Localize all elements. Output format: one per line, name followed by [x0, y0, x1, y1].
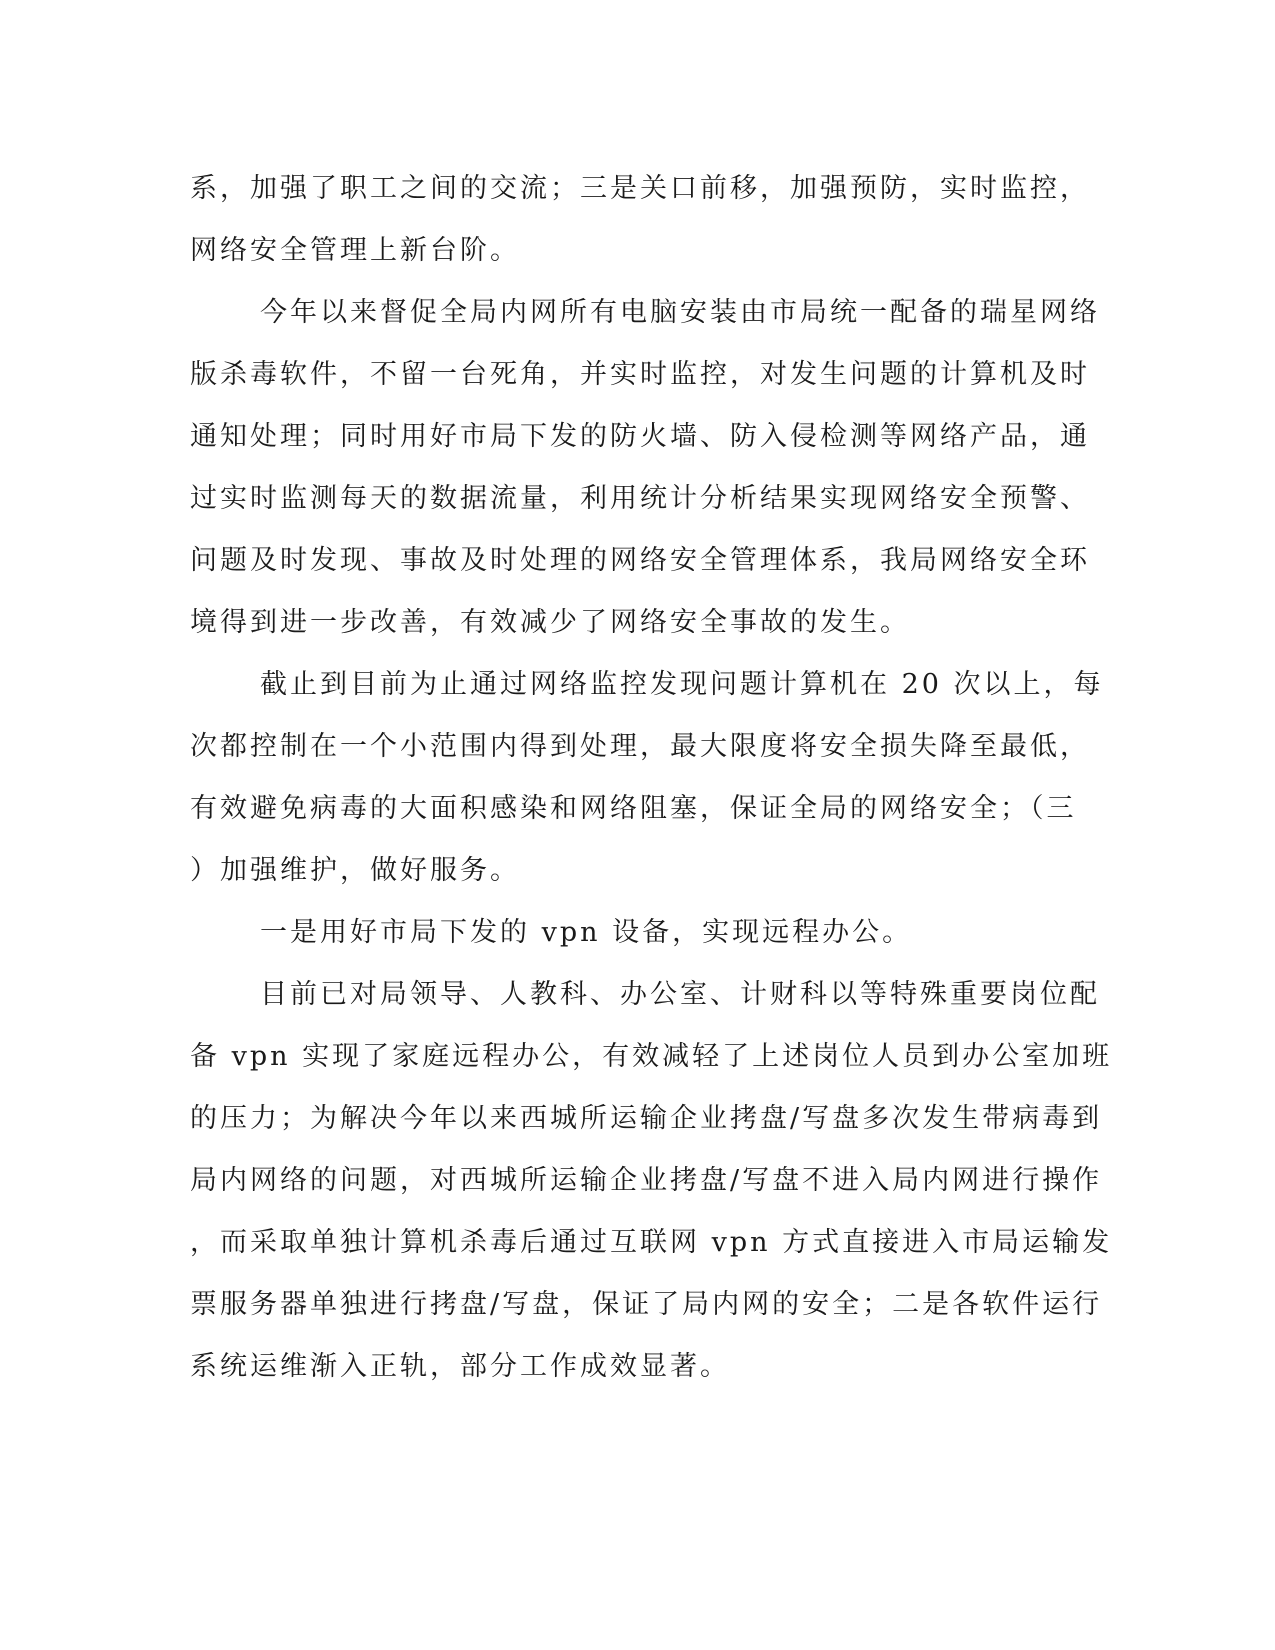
text-line: ）加强维护，做好服务。: [190, 855, 520, 886]
paragraph-start-line: 一是用好市局下发的 vpn 设备，实现远程办公。: [260, 917, 913, 948]
text-line: 有效避免病毒的大面积感染和网络阻塞，保证全局的网络安全；（三: [190, 793, 1077, 824]
text-line: 局内网络的问题，对西城所运输企业拷盘/写盘不进入局内网进行操作: [190, 1165, 1103, 1196]
document-body: [190, 158, 1113, 1398]
text-line: 系，加强了职工之间的交流；三是关口前移，加强预防，实时监控，: [190, 173, 1090, 204]
text-line: 过实时监测每天的数据流量，利用统计分析结果实现网络安全预警、: [190, 483, 1090, 514]
paragraph-start-line: 目前已对局领导、人教科、办公室、计财科以等特殊重要岗位配: [260, 979, 1100, 1010]
text-line: 票服务器单独进行拷盘/写盘，保证了局内网的安全；二是各软件运行: [190, 1289, 1103, 1320]
text-line: 备 vpn 实现了家庭远程办公，有效减轻了上述岗位人员到办公室加班: [190, 1041, 1113, 1072]
text-line: 问题及时发现、事故及时处理的网络安全管理体系，我局网络安全环: [190, 545, 1090, 576]
text-line: ，而采取单独计算机杀毒后通过互联网 vpn 方式直接进入市局运输发: [190, 1227, 1113, 1258]
text-line: 通知处理；同时用好市局下发的防火墙、防入侵检测等网络产品，通: [190, 421, 1090, 452]
text-line: 版杀毒软件，不留一台死角，并实时监控，对发生问题的计算机及时: [190, 359, 1090, 390]
paragraph-start-line: 今年以来督促全局内网所有电脑安装由市局统一配备的瑞星网络: [260, 297, 1100, 328]
paragraph-start-line: 截止到目前为止通过网络监控发现问题计算机在 20 次以上，每: [260, 669, 1104, 700]
text-line: 系统运维渐入正轨，部分工作成效显著。: [190, 1351, 730, 1382]
text-line: 次都控制在一个小范围内得到处理，最大限度将安全损失降至最低，: [190, 731, 1090, 762]
text-line: 的压力；为解决今年以来西城所运输企业拷盘/写盘多次发生带病毒到: [190, 1103, 1103, 1134]
text-line: 境得到进一步改善，有效减少了网络安全事故的发生。: [190, 607, 910, 638]
text-line: 网络安全管理上新台阶。: [190, 235, 520, 266]
